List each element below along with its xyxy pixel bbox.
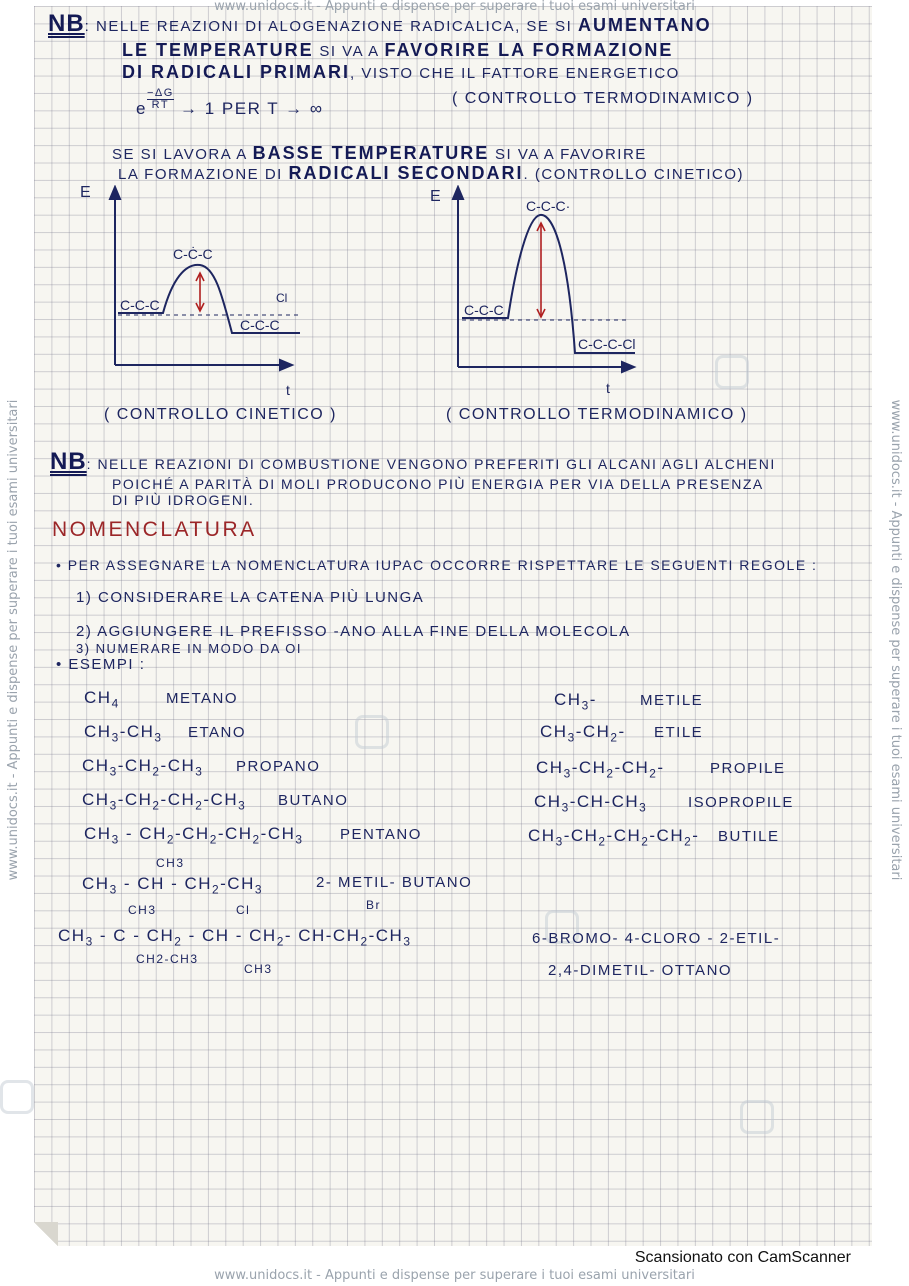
nomenclature-intro: • PER ASSEGNARE LA NOMENCLATURA IUPAC OCCORRE RISPETTARE LE SEGUENTI REGOLE : [56, 557, 818, 573]
name-octane-derivative-line1: 6-BROMO- 4-CLORO - 2-ETIL- [532, 930, 781, 947]
substituent-ethyl: CH2-CH3 [136, 952, 199, 966]
caption-thermodynamic: ( CONTROLLO TERMODINAMICO ) [446, 406, 748, 423]
reactant-label: C-C-C [464, 302, 504, 318]
caption-kinetic: ( CONTROLLO CINETICO ) [104, 406, 338, 423]
name-propane: PROPANO [236, 758, 321, 775]
name-isopropyl: ISOPROPILE [688, 794, 794, 811]
formula-note: ( CONTROLLO TERMODINAMICO ) [452, 90, 754, 107]
y-axis-arrow-icon [453, 187, 463, 199]
energy-formula: e−ΔG RT → 1 PER T → ∞ [136, 87, 324, 118]
formula-ethane: $CH_3-CH_3$ [84, 722, 163, 745]
energy-diagram-thermodynamic [420, 185, 650, 405]
name-methane: METANO [166, 690, 239, 707]
formula-2-methylbutane: $CH_3$ - CH - $CH_2-CH_3$ [82, 874, 263, 897]
name-pentane: PENTANO [340, 826, 422, 843]
watermark-logo-icon [0, 1080, 34, 1114]
formula-propane: $CH_3-CH_2-CH_3$ [82, 756, 204, 779]
watermark-right: www.unidocs.it - Appunti e dispense per superare i tuoi esami universitari [888, 399, 903, 881]
substituent-br: Br [366, 898, 381, 912]
transition-label: C-C-C· [526, 198, 571, 214]
nb-tag: NB [50, 448, 87, 475]
name-propyl: PROPILE [710, 760, 786, 777]
page-corner-fold [34, 1222, 58, 1246]
axis-label-t: t [606, 380, 610, 396]
nb1-line2: LE TEMPERATURE SI VA A FAVORIRE LA FORMAZIONE [122, 40, 674, 60]
reactant-label: C-C-C [120, 297, 160, 313]
formula-butyl: $CH_3-CH_2-CH_2-CH_2-$ [528, 826, 700, 849]
nb1-line1: NB: NELLE REAZIONI DI ALOGENAZIONE RADICALICA, SE SI AUMENTANO [48, 10, 712, 37]
rule-2: 2) AGGIUNGERE IL PREFISSO -ANO ALLA FINE DELLA MOLECOLA [76, 623, 631, 640]
nb1-line3: DI RADICALI PRIMARI, VISTO CHE IL FATTORE ENERGETICO [122, 62, 680, 82]
low-temp-line2: LA FORMAZIONE DI RADICALI SECONDARI. (CONTROLLO CINETICO) [118, 163, 745, 183]
watermark-left: www.unidocs.it - Appunti e dispense per superare i tuoi esami universitari [6, 399, 21, 881]
name-ethane: ETANO [188, 724, 247, 741]
axis-label-e: E [430, 188, 441, 205]
low-temp-line1: SE SI LAVORA A BASSE TEMPERATURE SI VA A FAVORIRE [112, 143, 647, 163]
formula-butane: $CH_3-CH_2-CH_2-CH_3$ [82, 790, 247, 813]
rule-3: 3) NUMERARE IN MODO DA OI [76, 641, 303, 656]
energy-curve [462, 215, 635, 353]
nb2-line1: NB: NELLE REAZIONI DI COMBUSTIONE VENGONO PREFERITI GLI ALCANI AGLI ALCHENI [50, 448, 776, 475]
nb2-line2: POICHÉ A PARITÀ DI MOLI PRODUCONO PIÙ ENERGIA PER VIA DELLA PRESENZA [112, 476, 764, 492]
formula-propyl: $CH_3-CH_2-CH_2-$ [536, 758, 665, 781]
nb-tag: NB [48, 10, 85, 37]
watermark-top: www.unidocs.it - Appunti e dispense per superare i tuoi esami universitari [214, 0, 695, 14]
substituent-ch3-bottom: CH3 [244, 962, 273, 976]
name-methyl: METILE [640, 692, 704, 709]
transition-label: C-Ċ-C [173, 246, 213, 262]
watermark-logo-icon [355, 715, 389, 749]
product-label: C-C-C [240, 317, 280, 333]
formula-octane-derivative: $CH_3$ - C - $CH_2$ - CH - $CH_2-$ $CH-CH_2-CH_3$ [58, 926, 412, 949]
energy-diagram-kinetic [60, 185, 320, 405]
substituent-ch3-top: CH3 [128, 903, 157, 917]
examples-label: • ESEMPI : [56, 656, 146, 673]
formula-methyl: $CH_3-$ [554, 690, 597, 713]
name-octane-derivative-line2: 2,4-DIMETIL- OTTANO [548, 962, 733, 979]
nb2-line3: DI PIÙ IDROGENI. [112, 492, 255, 508]
watermark-logo-icon [740, 1100, 774, 1134]
substituent-cl: Cl [236, 903, 251, 917]
watermark-logo-icon [715, 355, 749, 389]
section-title: NOMENCLATURA [52, 518, 257, 541]
name-butyl: BUTILE [718, 828, 780, 845]
chlorine-label: Cl [276, 291, 288, 305]
formula-pentane: $CH_3 - CH_2-CH_2-CH_2-CH_3$ [84, 824, 304, 847]
formula-isopropyl: $CH_3-CH-CH_3$ [534, 792, 648, 815]
watermark-bottom: www.unidocs.it - Appunti e dispense per superare i tuoi esami universitari [214, 1268, 695, 1283]
product-label: C-C-C-Cl [578, 336, 636, 352]
name-ethyl: ETILE [654, 724, 704, 741]
axis-label-t: t [286, 382, 290, 398]
scanner-label: Scansionato con CamScanner [634, 1249, 851, 1266]
name-2-methylbutane: 2- METIL- BUTANO [316, 874, 473, 891]
branch-ch3: CH3 [156, 856, 185, 870]
y-axis-arrow-icon [110, 187, 120, 199]
formula-methane: $CH_4$ [84, 688, 120, 711]
x-axis-arrow-icon [280, 360, 292, 370]
x-axis-arrow-icon [622, 362, 634, 372]
name-butane: BUTANO [278, 792, 349, 809]
axis-label-e: E [80, 185, 91, 201]
formula-ethyl: $CH_3-CH_2-$ [540, 722, 626, 745]
rule-1: 1) CONSIDERARE LA CATENA PIÙ LUNGA [76, 589, 425, 606]
